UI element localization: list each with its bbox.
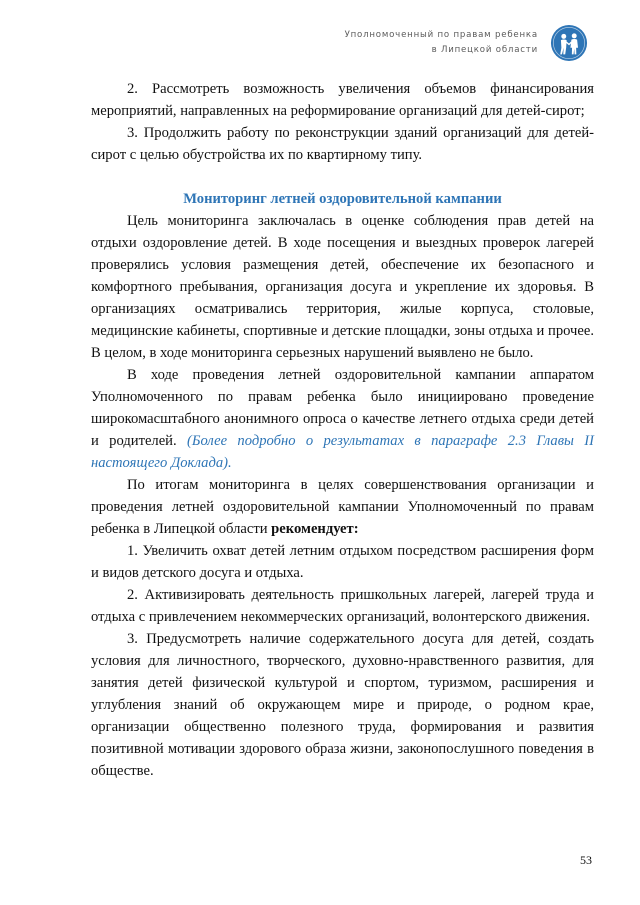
chapter-reference: (Более подробно о результатах в параграфе 2.3 Главы II настоящего Доклада). xyxy=(91,433,594,471)
paragraph-conclusion xyxy=(91,474,594,540)
page-number: 53 xyxy=(580,853,592,867)
paragraph-recommendation-2: 2. Рассмотреть возможность увеличения объемов финансирования мероприятий, направленных на реформирование организаций для детей-сирот; xyxy=(91,81,594,119)
section-heading: Мониторинг летней оздоровительной кампании xyxy=(183,191,502,207)
header-line-2: в Липецкой области xyxy=(431,45,538,55)
paragraph-survey xyxy=(91,364,594,474)
list-item-2: 2. Активизировать деятельность пришкольных лагерей, лагерей труда и отдыха с привлечением некоммерческих организаций, волонтерского движения. xyxy=(91,587,594,625)
document-body xyxy=(91,78,594,782)
children-silhouette-logo-icon xyxy=(550,24,588,62)
paragraph-recommendation-3: 3. Продолжить работу по реконструкции зданий организаций для детей-сирот с целью обустройства их по квартирному типу. xyxy=(91,125,594,163)
survey-text: В ходе проведения летней оздоровительной кампании аппаратом Уполномоченного по правам ребенка было инициировано проведение широкомасштабного анонимного опроса о качестве летнего отдыха среди детей и родителей. xyxy=(91,367,594,449)
list-item-1: 1. Увеличить охват детей летним отдыхом посредством расширения форм и видов детского досуга и отдыха. xyxy=(91,543,594,581)
list-item-3: 3. Предусмотреть наличие содержательного досуга для детей, создать условия для личностного, творческого, духовно-нравственного развития, для занятия детей физической культурой и спортом, туризмом, расширения и углубления знаний об окружающем мире и природе, о родном крае, организации общественно полезного труда, формирования и развития позитивной мотивации здорового образа жизни, законопослушного поведения в обществе. xyxy=(91,631,594,779)
header-line-1: Уполномоченный по правам ребенка xyxy=(344,30,538,40)
paragraph-monitoring-goal: Цель мониторинга заключалась в оценке соблюдения прав детей на отдыхи оздоровление детей. В ходе посещения и выездных проверок лагерей проверялись условия размещения детей, обеспечение их безопасного и комфортного пребывания, организация досуга и укрепление их здоровья. В организациях осматривались территория, жилые корпуса, столовые, медицинские кабинеты, спортивные и детские площадки, зоны отдыха и прочее. В целом, в ходе мониторинга серьезных нарушений выявлено не было. xyxy=(91,213,594,361)
page-header xyxy=(345,24,588,62)
header-title xyxy=(345,28,538,58)
recommends-label: рекомендует: xyxy=(271,521,359,537)
conclusion-text: По итогам мониторинга в целях совершенствования организации и проведения летней оздоровительной кампании Уполномоченный по правам ребенка в Липецкой области xyxy=(91,477,594,537)
